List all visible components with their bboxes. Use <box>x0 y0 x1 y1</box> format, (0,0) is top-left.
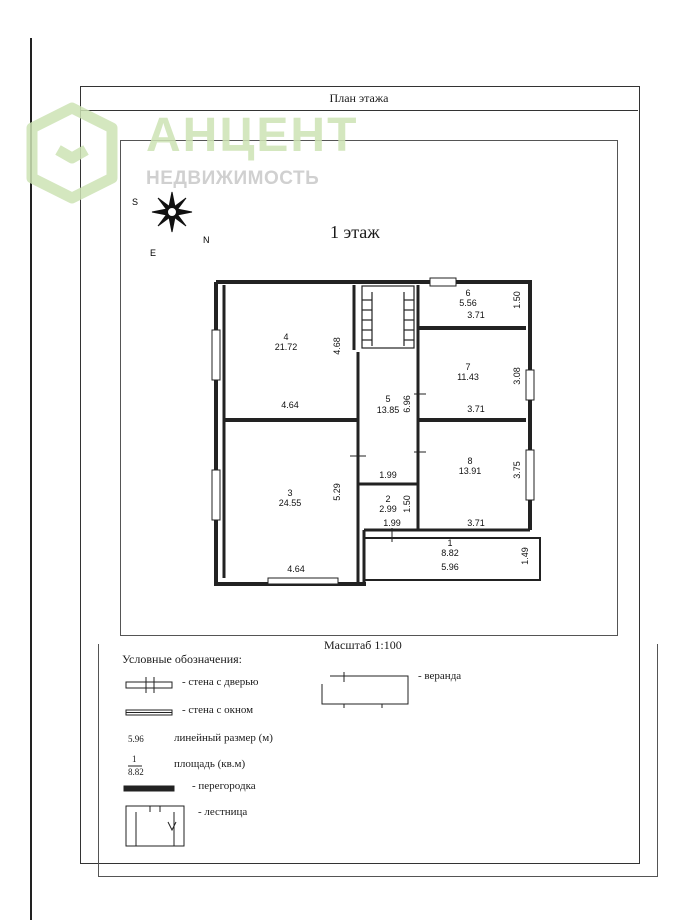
legend-area-sample: 8.82 <box>128 767 144 777</box>
watermark-tagline: НЕДВИЖИМОСТЬ <box>146 168 320 189</box>
dim-room7-width: 3.71 <box>467 404 485 414</box>
legend-partition-sample <box>124 786 174 791</box>
dim-room4-height: 4.68 <box>332 337 342 355</box>
dim-room2-height: 1.50 <box>402 495 412 513</box>
compass-letter-s: S <box>132 197 139 207</box>
floor-title: 1 этаж <box>330 222 380 242</box>
dim-room8-height: 3.75 <box>512 461 522 479</box>
room-3-area: 24.55 <box>278 498 302 508</box>
legend-veranda-label: - веранда <box>418 670 462 682</box>
dim-room8-width: 3.71 <box>467 518 485 528</box>
stairs-symbol <box>362 286 414 348</box>
room-4-area: 21.72 <box>274 342 298 352</box>
dim-room3-width: 4.64 <box>287 564 305 574</box>
room-2-area: 2.99 <box>379 504 397 514</box>
compass-rose-icon <box>152 192 192 232</box>
dim-room7-height: 3.08 <box>512 367 522 385</box>
room-6-area: 5.56 <box>459 298 477 308</box>
legend-area-number: 1 <box>132 754 137 764</box>
legend-veranda-sample <box>322 672 408 708</box>
legend-linear-label: линейный размер (м) <box>174 732 273 744</box>
dim-room3-height: 5.29 <box>332 483 342 501</box>
legend-door-wall-label: - стена с дверью <box>182 676 259 688</box>
legend-linear-sample: 5.96 <box>128 734 144 744</box>
dim-room4-width: 4.64 <box>281 400 299 410</box>
legend-door-wall-sample <box>126 682 172 688</box>
legend-stairs-sample <box>126 806 184 846</box>
room-5-area: 13.85 <box>376 405 400 415</box>
room-8-number: 8 <box>467 456 473 466</box>
room-7-area: 11.43 <box>457 372 479 382</box>
room-5-number: 5 <box>385 394 391 404</box>
room-8-area: 13.91 <box>458 466 482 476</box>
dim-room6-width: 3.71 <box>467 310 485 320</box>
dim-room1-height: 1.49 <box>520 547 530 565</box>
room-1-area: 8.82 <box>441 548 459 558</box>
legend-stairs-label: - лестница <box>198 806 248 818</box>
room-6-number: 6 <box>465 288 471 298</box>
compass-letter-e: E <box>150 248 157 258</box>
dim-room6-height: 1.50 <box>512 291 522 309</box>
legend-area-label: площадь (кв.м) <box>174 758 246 770</box>
watermark-brand: АНЦЕНТ <box>146 109 359 162</box>
legend-window-wall-label: - стена с окном <box>182 704 254 716</box>
legend-partition-label: - перегородка <box>192 780 256 792</box>
room-3-number: 3 <box>287 488 293 498</box>
dim-room5-height: 6.96 <box>402 395 412 413</box>
room-7-number: 7 <box>465 362 471 372</box>
dim-room1-width: 5.96 <box>441 562 459 572</box>
legend-title: Условные обозначения: <box>122 652 243 666</box>
dim-room5-width: 1.99 <box>379 470 397 480</box>
room-4-number: 4 <box>283 332 289 342</box>
dim-room2-width: 1.99 <box>383 518 401 528</box>
scale-label: Масштаб 1:100 <box>324 638 402 652</box>
plan-header: План этажа <box>80 86 638 111</box>
room-2-number: 2 <box>385 494 391 504</box>
room-1-number: 1 <box>447 538 453 548</box>
compass-letter-n: N <box>203 235 210 245</box>
